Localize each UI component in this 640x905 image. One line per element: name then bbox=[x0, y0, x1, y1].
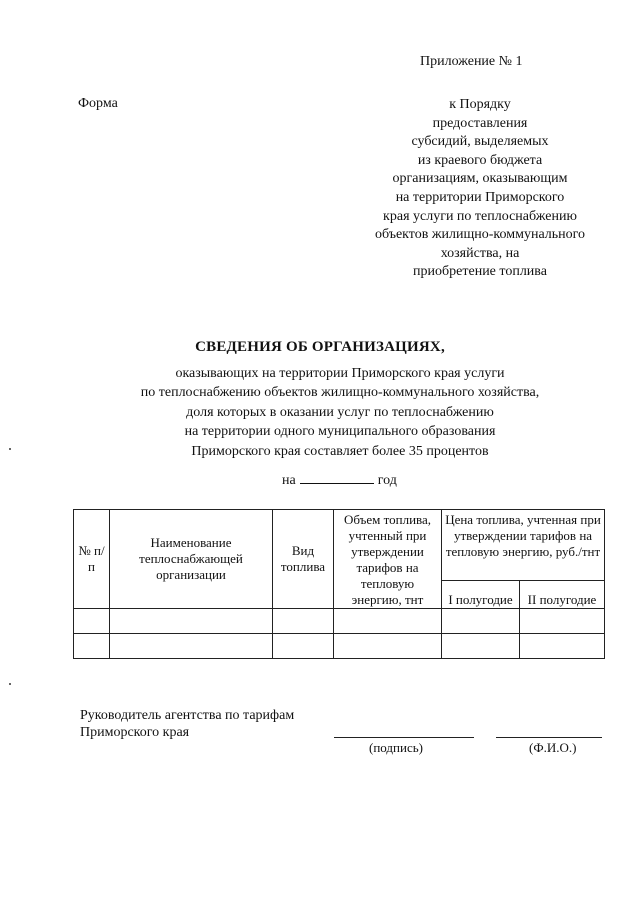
order-line: края услуги по теплоснабжению bbox=[383, 208, 577, 224]
col-fuel-type-header: Вид топлива bbox=[273, 510, 334, 609]
table-cell[interactable] bbox=[442, 609, 520, 634]
table-cell[interactable] bbox=[110, 634, 273, 659]
table-cell[interactable] bbox=[442, 634, 520, 659]
order-line: организациям, оказывающим bbox=[392, 171, 568, 187]
subtitle-line: Приморского края составляет более 35 процентов bbox=[191, 443, 489, 459]
signature-caption: (подпись) bbox=[369, 740, 423, 755]
order-line: приобретение топлива bbox=[413, 264, 547, 280]
document-subtitle bbox=[0, 364, 640, 461]
scan-speck bbox=[9, 448, 11, 450]
subtitle-line: на территории одного муниципального образования bbox=[184, 424, 496, 440]
subtitle-line: доля которых в оказании услуг по теплоснабжению bbox=[186, 404, 494, 420]
subtitle-line: оказывающих на территории Приморского края услуги bbox=[175, 366, 505, 381]
table-cell[interactable] bbox=[273, 634, 334, 659]
year-blank-field[interactable] bbox=[300, 470, 374, 484]
signatory-line: Руководитель агентства по тарифам bbox=[80, 708, 295, 723]
subtitle-line: по теплоснабжению объектов жилищно-коммунального хозяйства, bbox=[140, 385, 540, 401]
table-cell[interactable] bbox=[520, 634, 605, 659]
form-label: Форма bbox=[78, 96, 118, 111]
order-line: объектов жилищно-коммунального bbox=[374, 227, 586, 243]
table-cell[interactable] bbox=[520, 609, 605, 634]
table-cell[interactable] bbox=[273, 609, 334, 634]
year-prefix: на bbox=[282, 473, 296, 488]
scan-speck bbox=[9, 683, 11, 685]
name-line[interactable] bbox=[496, 737, 602, 738]
name-caption: (Ф.И.О.) bbox=[529, 740, 577, 755]
col-price-header: Цена топлива, учтенная при утверждении тарифов на тепловую энергию, руб./тнт bbox=[442, 510, 605, 581]
signatory-title bbox=[80, 707, 294, 741]
year-field bbox=[282, 470, 397, 489]
order-line: из краевого бюджета bbox=[417, 152, 543, 168]
col-name-header: Наименование теплоснабжающей организации bbox=[110, 510, 273, 609]
organizations-table bbox=[73, 509, 605, 659]
table-row bbox=[74, 609, 605, 634]
appendix-label: Приложение № 1 bbox=[420, 54, 523, 69]
table-row bbox=[74, 634, 605, 659]
col-number-header: № п/п bbox=[74, 510, 110, 609]
order-line: предоставления bbox=[432, 115, 528, 131]
order-reference bbox=[340, 96, 620, 282]
table-cell[interactable] bbox=[74, 609, 110, 634]
table-cell[interactable] bbox=[334, 634, 442, 659]
col-half1-header: I полугодие bbox=[442, 580, 520, 608]
order-line: на территории Приморского bbox=[395, 189, 565, 205]
signatory-line: Приморского края bbox=[80, 725, 190, 740]
document-title: СВЕДЕНИЯ ОБ ОРГАНИЗАЦИЯХ, bbox=[195, 339, 445, 355]
col-half2-header: II полугодие bbox=[520, 580, 605, 608]
order-line: к Порядку bbox=[449, 97, 511, 112]
table-cell[interactable] bbox=[74, 634, 110, 659]
signature-line[interactable] bbox=[334, 737, 474, 738]
table-cell[interactable] bbox=[334, 609, 442, 634]
year-suffix: год bbox=[377, 473, 397, 488]
order-line: субсидий, выделяемых bbox=[411, 134, 549, 150]
table-cell[interactable] bbox=[110, 609, 273, 634]
col-volume-header: Объем топлива, учтенный при утверждении тарифов на тепловую энергию, тнт bbox=[334, 510, 442, 609]
order-line: хозяйства, на bbox=[440, 245, 520, 261]
